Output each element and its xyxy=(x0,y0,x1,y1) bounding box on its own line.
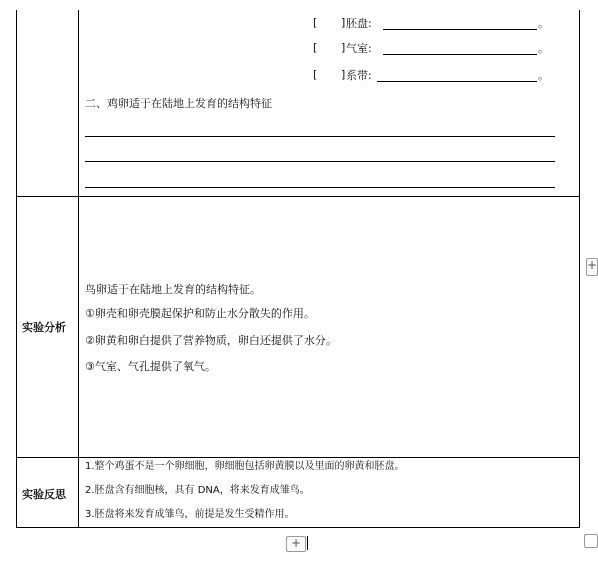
fill-blank[interactable] xyxy=(383,54,537,55)
table-col-divider xyxy=(78,10,79,528)
text-cursor xyxy=(307,536,308,550)
fill-label: 系带: xyxy=(346,69,372,82)
analysis-point: ③气室、气孔提供了氧气。 xyxy=(85,360,216,373)
bracket-open: [ xyxy=(313,41,318,54)
answer-line[interactable] xyxy=(85,136,555,137)
add-row-button[interactable]: + xyxy=(286,536,306,552)
fill-label: 气室: xyxy=(346,42,372,55)
analysis-point: ②卵黄和卵白提供了营养物质，卵白还提供了水分。 xyxy=(85,334,337,347)
fill-end: 。 xyxy=(538,17,549,30)
fill-blank[interactable] xyxy=(383,29,537,30)
table-bottom-border xyxy=(16,527,580,528)
answer-line[interactable] xyxy=(85,187,555,188)
reflection-item: 1.整个鸡蛋不是一个卵细胞，卵细胞包括卵黄膜以及里面的卵黄和胚盘。 xyxy=(85,461,405,472)
table-right-border xyxy=(579,10,580,528)
analysis-point: ①卵壳和卵壳膜起保护和防止水分散失的作用。 xyxy=(85,307,315,320)
bracket-close: ] xyxy=(341,68,346,81)
bracket-open: [ xyxy=(313,16,318,29)
table-resize-handle[interactable] xyxy=(584,534,598,548)
row-divider-2 xyxy=(16,457,580,458)
bracket-close: ] xyxy=(341,41,346,54)
fill-end: 。 xyxy=(538,42,549,55)
reflection-label: 实验反思 xyxy=(22,488,66,501)
row-divider-1 xyxy=(16,196,580,197)
fill-label: 胚盘: xyxy=(346,17,372,30)
fill-end: 。 xyxy=(538,69,549,82)
reflection-item: 3.胚盘将来发育成雏鸟，前提是发生受精作用。 xyxy=(85,509,295,520)
answer-line[interactable] xyxy=(85,161,555,162)
reflection-item: 2.胚盘含有细胞核，具有 DNA，将来发育成雏鸟。 xyxy=(85,485,310,496)
analysis-intro: 鸟卵适于在陆地上发育的结构特征。 xyxy=(85,283,261,296)
section-two-heading: 二、鸡卵适于在陆地上发育的结构特征 xyxy=(85,97,272,110)
add-column-button[interactable]: + xyxy=(586,258,598,276)
table-left-border xyxy=(16,10,17,528)
bracket-open: [ xyxy=(313,68,318,81)
fill-blank[interactable] xyxy=(377,81,537,82)
analysis-label: 实验分析 xyxy=(22,321,66,334)
bracket-close: ] xyxy=(341,16,346,29)
